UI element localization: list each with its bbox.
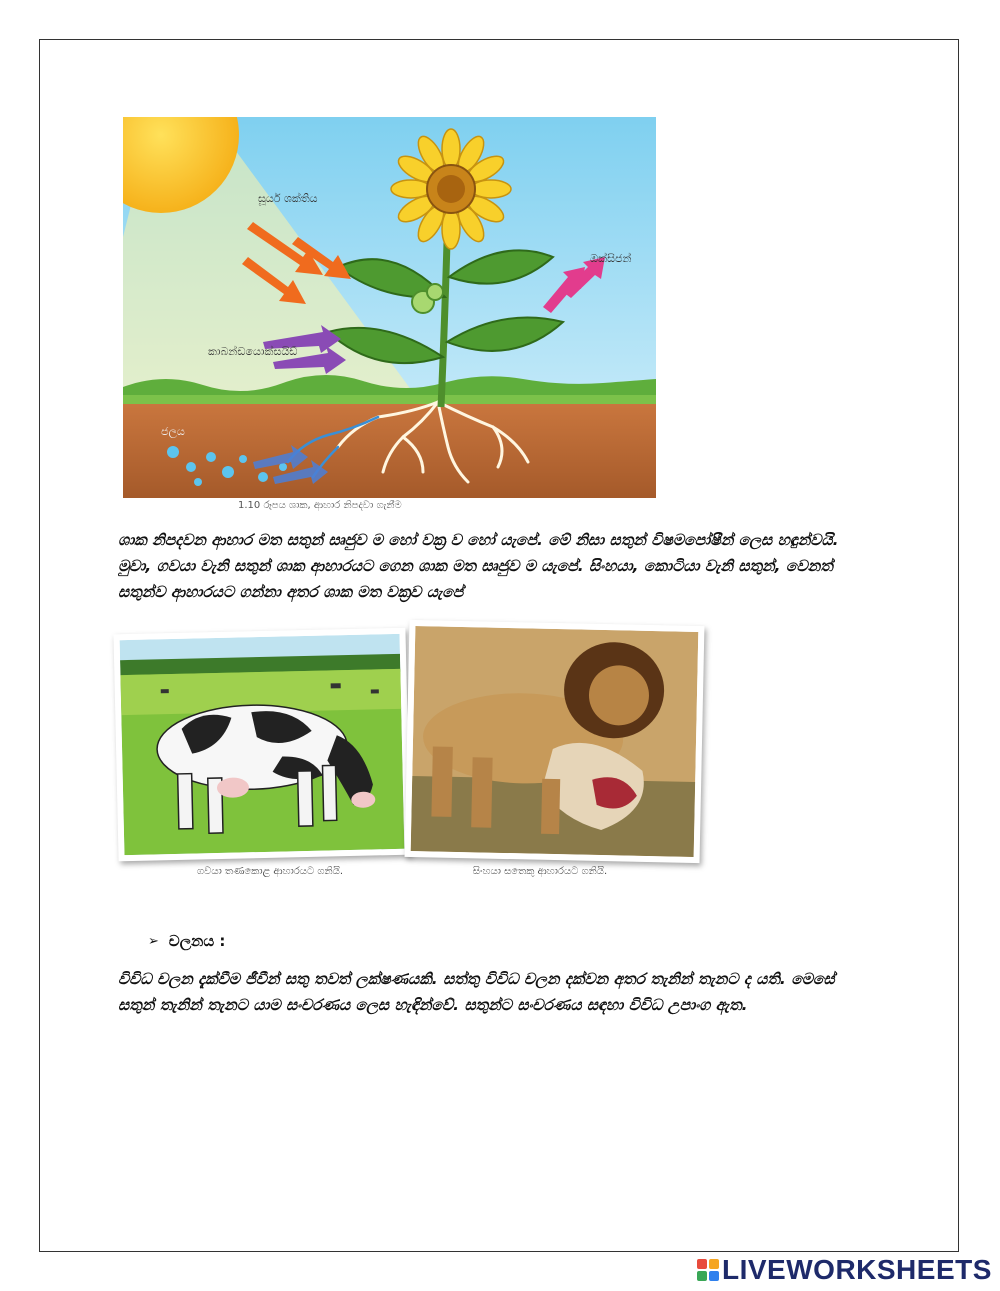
brand-text: LIVEWORKSHEETS: [722, 1254, 992, 1285]
liveworksheets-logo-icon: [697, 1259, 719, 1281]
bullet-arrow-icon: ➢: [148, 933, 159, 949]
cow-photo: [113, 628, 410, 862]
liveworksheets-brand[interactable]: [697, 1254, 992, 1286]
bullet-heading: චලනය :: [168, 932, 226, 950]
label-water: ජලය: [161, 425, 185, 438]
cow-caption: ගවයා තණකොළ ආහාරයට ගනියි.: [197, 866, 343, 877]
bullet-movement: [148, 932, 225, 950]
paragraph-movement: විවිධ චලන දැක්වීම ජීවීන් සතු තවත් ලක්ෂණයකි. සත්තු විවිධ චලන දක්වන අතර තැනින් තැනට ද යති. මෙසේ සතුන් තැනින් තැනට යාම සංචරණය ලෙස හැඳින්වේ. සතුන්ට සංචරණය සඳහා විවිධ උපාංග ඇත.: [118, 970, 835, 1014]
label-oxygen: ඔක්සිජන්: [590, 252, 632, 265]
figure1-caption: 1.10 රූපය ශාක, ආහාර නිපදවා ගැනීම: [238, 500, 402, 511]
label-sun: සූර්ය ශක්තිය: [258, 192, 318, 205]
paragraph-heterotrophs: ශාක නිපදවන ආහාර මත සතුන් සෘජුව ම හෝ වක්‍ර ව හෝ යැපේ. මේ නිසා සතුන් විෂමපෝෂීන් ලෙස හඳුන්වයි. මුවා, ගවයා වැනි සතුන් ශාක ආහාරයට ගෙන ශාක මත සෘජුව ම යැපේ. සිංහයා, කොටියා වැනි සතුන්, වෙනත් සතුන්ව ආහාරයට ගන්නා අතර ශාක මත වක්‍රව යැපේ: [118, 531, 839, 601]
lion-caption: සිංහයා සතෙකු ආහාරයට ගනියි.: [472, 866, 608, 877]
lion-photo: [405, 620, 705, 863]
label-co2: කාබන්ඩයොක්සයිඩ්: [208, 345, 298, 358]
photosynthesis-figure: [123, 117, 656, 498]
